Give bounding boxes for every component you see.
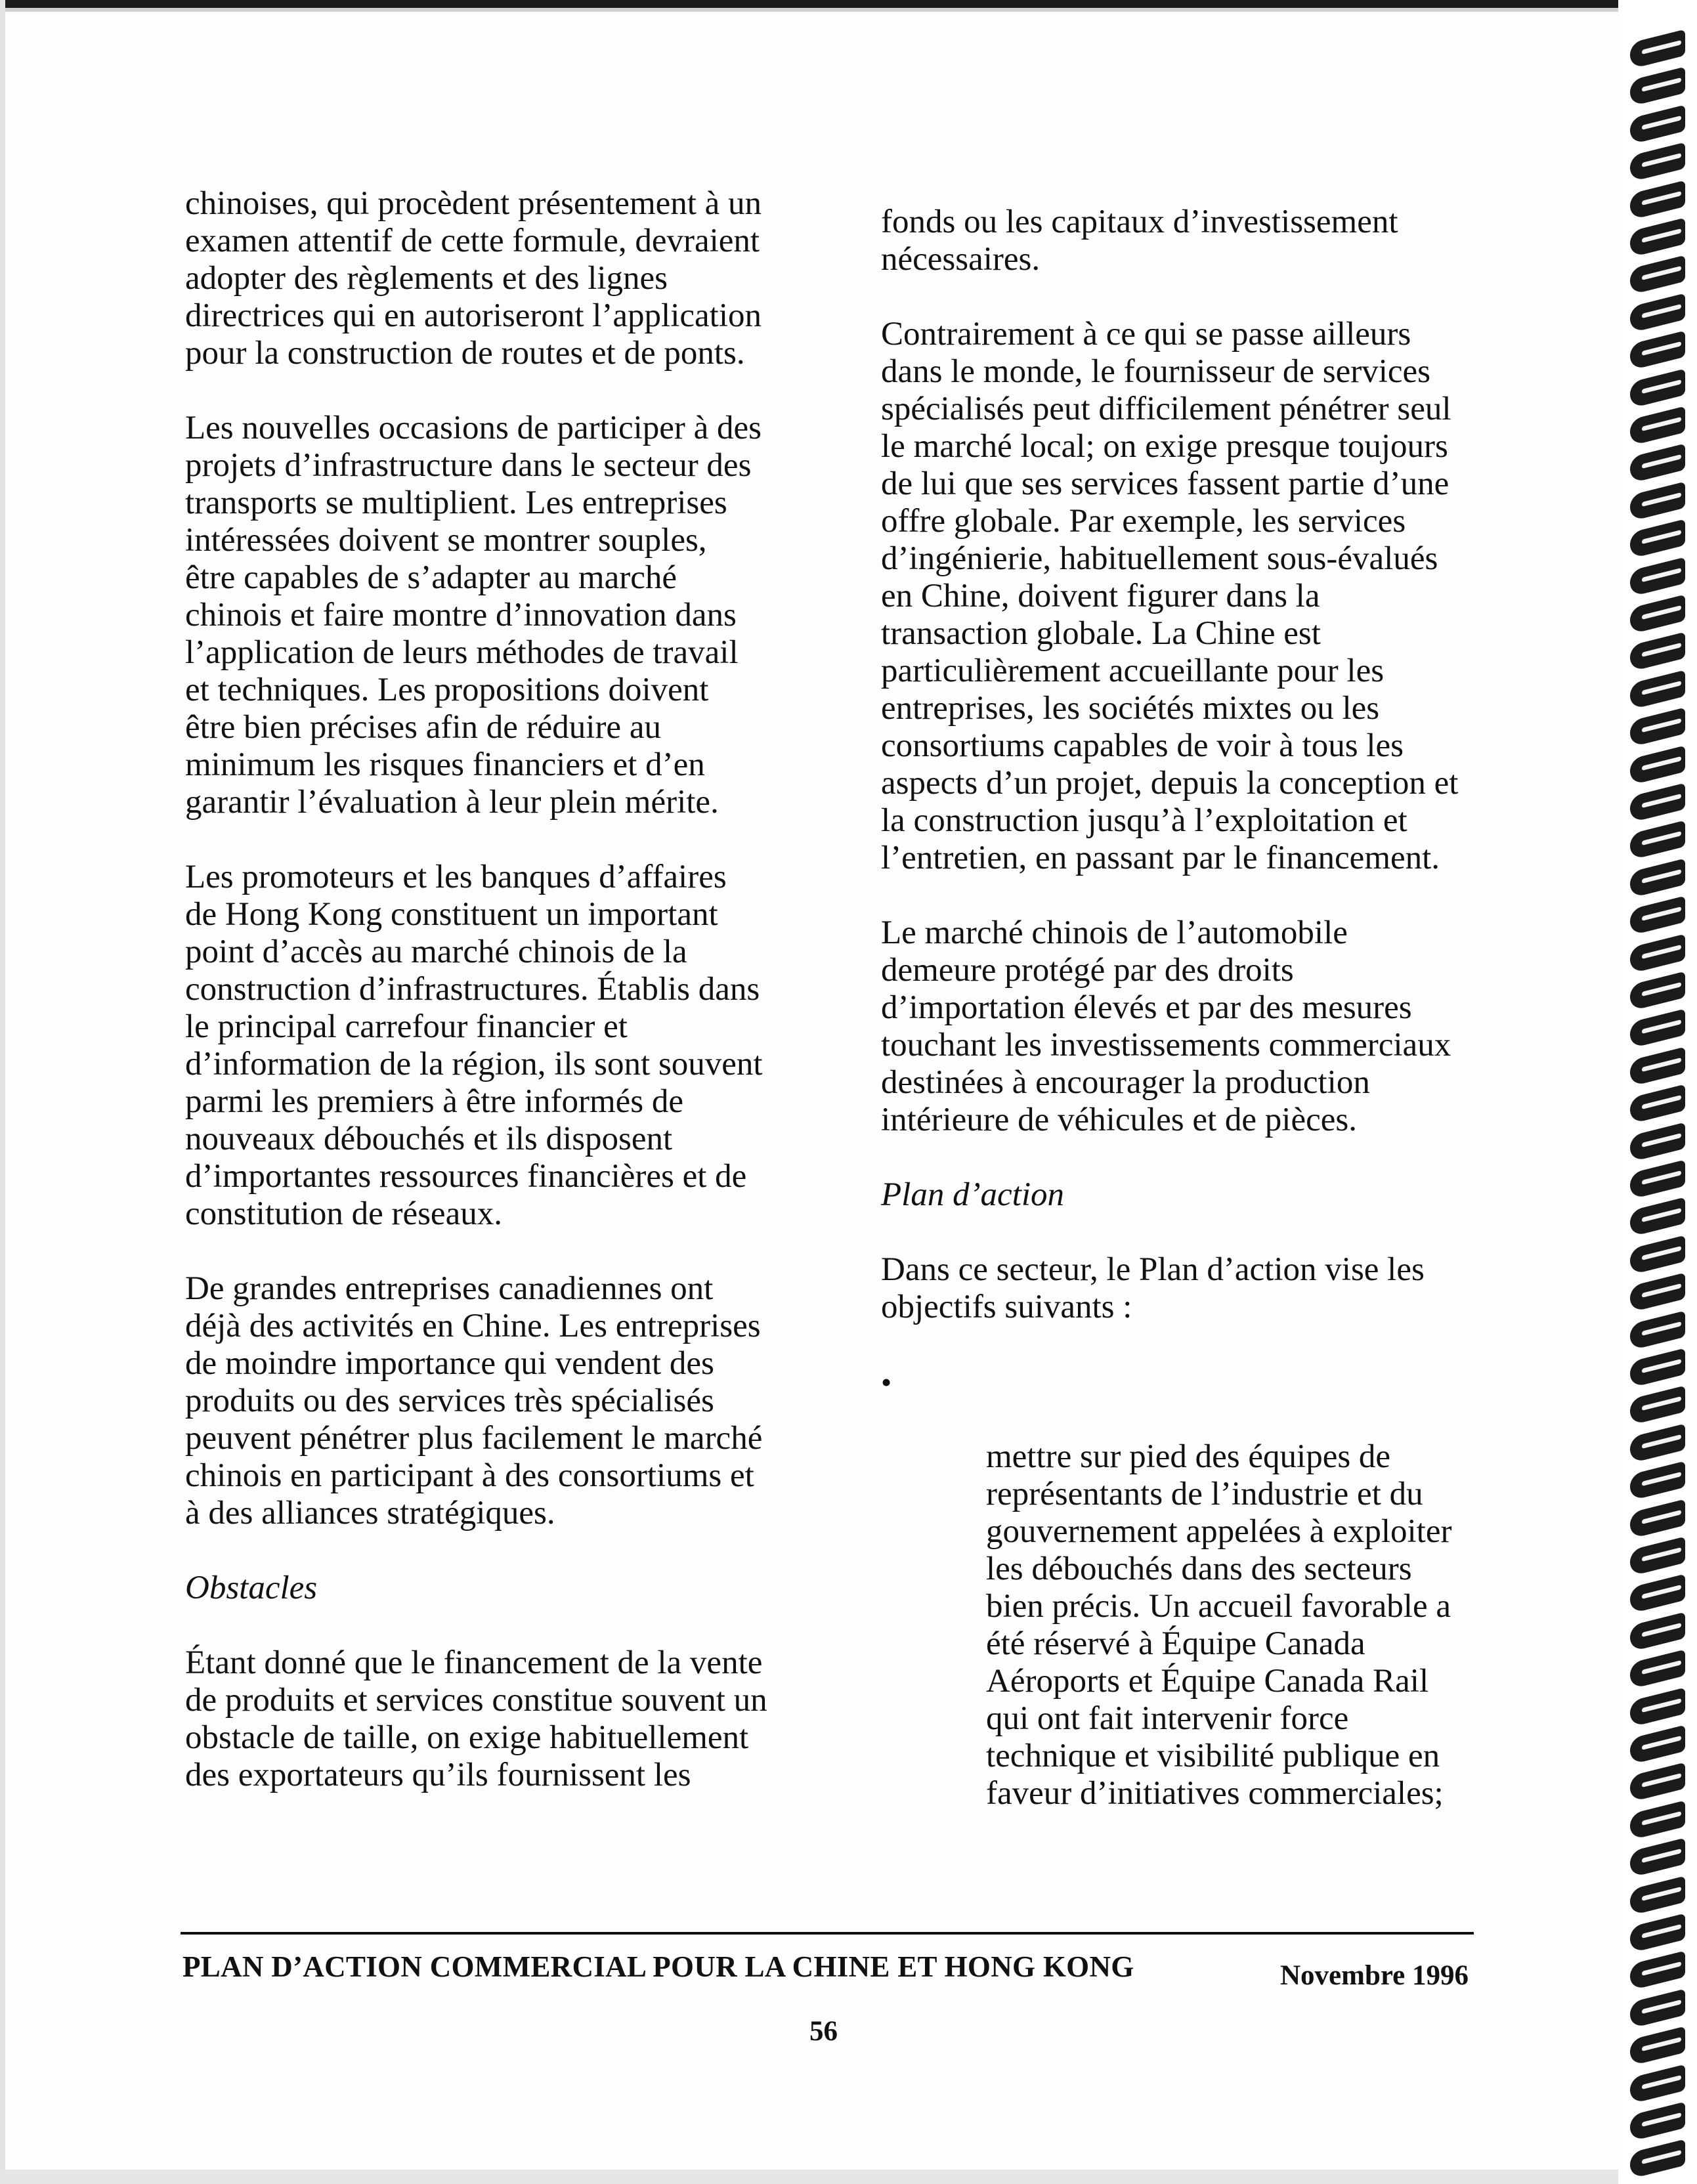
footer-title: PLAN D’ACTION COMMERCIAL POUR LA CHINE ET HONG KONG [183, 1950, 1134, 1983]
right-column [881, 203, 1537, 1812]
top-edge-shadow [0, 0, 1697, 8]
binding-ring [1630, 1988, 1685, 2028]
binding-ring [1630, 1800, 1685, 1840]
binding-ring [1630, 1875, 1685, 1916]
paragraph: Contrairement à ce qui se passe ailleurs dans le monde, le fournisseur de services spécialisés peut difficilement pénétrer seul le marché local; on exige presque toujours de lui que ses services fassent partie d’une offre globale. Par exemple, les services d’ingénierie, habituellement sous-évalués en Chine, doivent figurer dans la transaction globale. La Chine est particulièrement accueillante pour les entreprises, les sociétés mixtes ou les consortiums capables de voir à tous les aspects d’un projet, depuis la conception et la construction jusqu’à l’exploitation et l’entretien, en passant par le financement. [881, 316, 1459, 876]
binding-ring [1630, 821, 1685, 861]
bottom-edge-shadow [0, 2170, 1697, 2184]
binding-ring [1630, 1197, 1685, 1237]
binding-ring [1630, 632, 1685, 672]
binding-ring [1630, 2139, 1685, 2179]
binding-ring [1630, 481, 1685, 521]
binding-ring [1630, 1537, 1685, 1577]
binding-ring [1630, 293, 1685, 333]
paragraph: Dans ce secteur, le Plan d’action vise les objectifs suivants : [881, 1251, 1425, 1325]
binding-ring [1630, 218, 1685, 258]
binding-ring [1630, 406, 1685, 446]
binding-ring [1630, 972, 1685, 1012]
footer-divider [181, 1932, 1474, 1935]
binding-ring [1630, 1386, 1685, 1426]
binding-ring [1630, 142, 1685, 182]
binding-ring [1630, 708, 1685, 748]
left-column [185, 185, 815, 1831]
binding-ring [1630, 557, 1685, 597]
binding-ring [1630, 255, 1685, 295]
binding-ring [1630, 180, 1685, 220]
binding-ring [1630, 331, 1685, 371]
paragraph: Étant donné que le financement de la vente de produits et services constitue souvent un obstacle de taille, on exige habituellement des exportateurs qu’ils fournissent les [185, 1644, 767, 1793]
binding-ring [1630, 1763, 1685, 1803]
binding-ring [1630, 858, 1685, 898]
paragraph: chinoises, qui procèdent présentement à un examen attentif de cette formule, devraient adopter des règlements et des lignes directrices qui en autoriseront l’application pour la construction de routes et de ponts. [185, 185, 762, 372]
paragraph: Les nouvelles occasions de participer à des projets d’infrastructure dans le secteur des transports se multiplient. Les entreprises intéressées doivent se montrer souples, être capables de s’adapter au marché chinois et faire montre d’innovation dans l’application de leurs méthodes de travail et techniques. Les propositions doivent être bien précises afin de réduire au minimum les risques financiers et d’en garantir l’évaluation à leur plein mérite. [185, 410, 762, 821]
binding-ring [1630, 1046, 1685, 1086]
left-edge-shadow [0, 0, 5, 2184]
binding-ring [1630, 1122, 1685, 1162]
paragraph: Les promoteurs et les banques d’affaires de Hong Kong constituent un important point d’accès au marché chinois de la construction d’infrastructures. Établis dans le principal carrefour financier et d’information de la région, ils sont souvent parmi les premiers à être informés de nouveaux débouchés et ils disposent d’importantes ressources financières et de constitution de réseaux. [185, 859, 763, 1232]
top-edge-gray [0, 8, 1697, 12]
binding-ring [1630, 1574, 1685, 1614]
binding-ring [1630, 745, 1685, 785]
binding-ring [1630, 595, 1685, 635]
binding-ring [1630, 67, 1685, 107]
footer-date: Novembre 1996 [1280, 1960, 1469, 1991]
binding-ring [1630, 1310, 1685, 1350]
binding-ring [1630, 1423, 1685, 1463]
binding-ring [1630, 368, 1685, 408]
binding-ring [1630, 1914, 1685, 1954]
binding-ring [1630, 2026, 1685, 2066]
binding-ring [1630, 519, 1685, 559]
binding-ring [1630, 1461, 1685, 1501]
page-number: 56 [809, 2016, 838, 2047]
paragraph: Le marché chinois de l’automobile demeure protégé par des droits d’importation élevés et par des mesures touchant les investissements commerciaux destinées à encourager la production intérieure de véhicules et de pièces. [881, 914, 1451, 1138]
binding-ring [1630, 1650, 1685, 1690]
paragraph: De grandes entreprises canadiennes ont déjà des activités en Chine. Les entreprises de moindre importance qui vendent des produits ou des services très spécialisés peuvent pénétrer plus facilement le marché chinois en participant à des consortiums et à des alliances stratégiques. [185, 1270, 763, 1531]
binding-ring [1630, 1348, 1685, 1388]
binding-ring [1630, 670, 1685, 710]
bullet-text: mettre sur pied des équipes de représentants de l’industrie et du gouvernement appelées à exploiter les débouchés dans des secteurs bien précis. Un accueil favorable a été réservé à Équipe Canada Aéroports et Équipe Canada Rail qui ont fait intervenir force technique et visibilité publique en faveur d’initiatives commerciales; [986, 1438, 1452, 1812]
binding-ring [1630, 783, 1685, 823]
binding-ring [1630, 1725, 1685, 1765]
binding-ring [1630, 1951, 1685, 1991]
binding-ring [1630, 1499, 1685, 1539]
binding-ring [1630, 444, 1685, 484]
paragraph: fonds ou les capitaux d’investissement nécessaires. [881, 203, 1398, 278]
binding-ring [1630, 1160, 1685, 1200]
section-heading-plan-action: Plan d’action [881, 1176, 1065, 1213]
binding-ring [1630, 2102, 1685, 2142]
binding-ring [1630, 1838, 1685, 1878]
binding-ring [1630, 933, 1685, 974]
binding-ring [1630, 2064, 1685, 2104]
binding-ring [1630, 1084, 1685, 1124]
bullet-item [881, 1363, 1537, 1812]
binding-ring [1630, 1612, 1685, 1652]
binding-ring [1630, 1235, 1685, 1275]
binding-ring [1630, 1273, 1685, 1313]
spiral-binding [1618, 0, 1697, 2184]
binding-ring [1630, 1687, 1685, 1727]
binding-ring [1630, 104, 1685, 144]
binding-ring [1630, 896, 1685, 936]
bullet-icon: • [881, 1365, 892, 1399]
binding-ring [1630, 1009, 1685, 1049]
binding-ring [1630, 30, 1685, 70]
section-heading-obstacles: Obstacles [185, 1570, 318, 1606]
